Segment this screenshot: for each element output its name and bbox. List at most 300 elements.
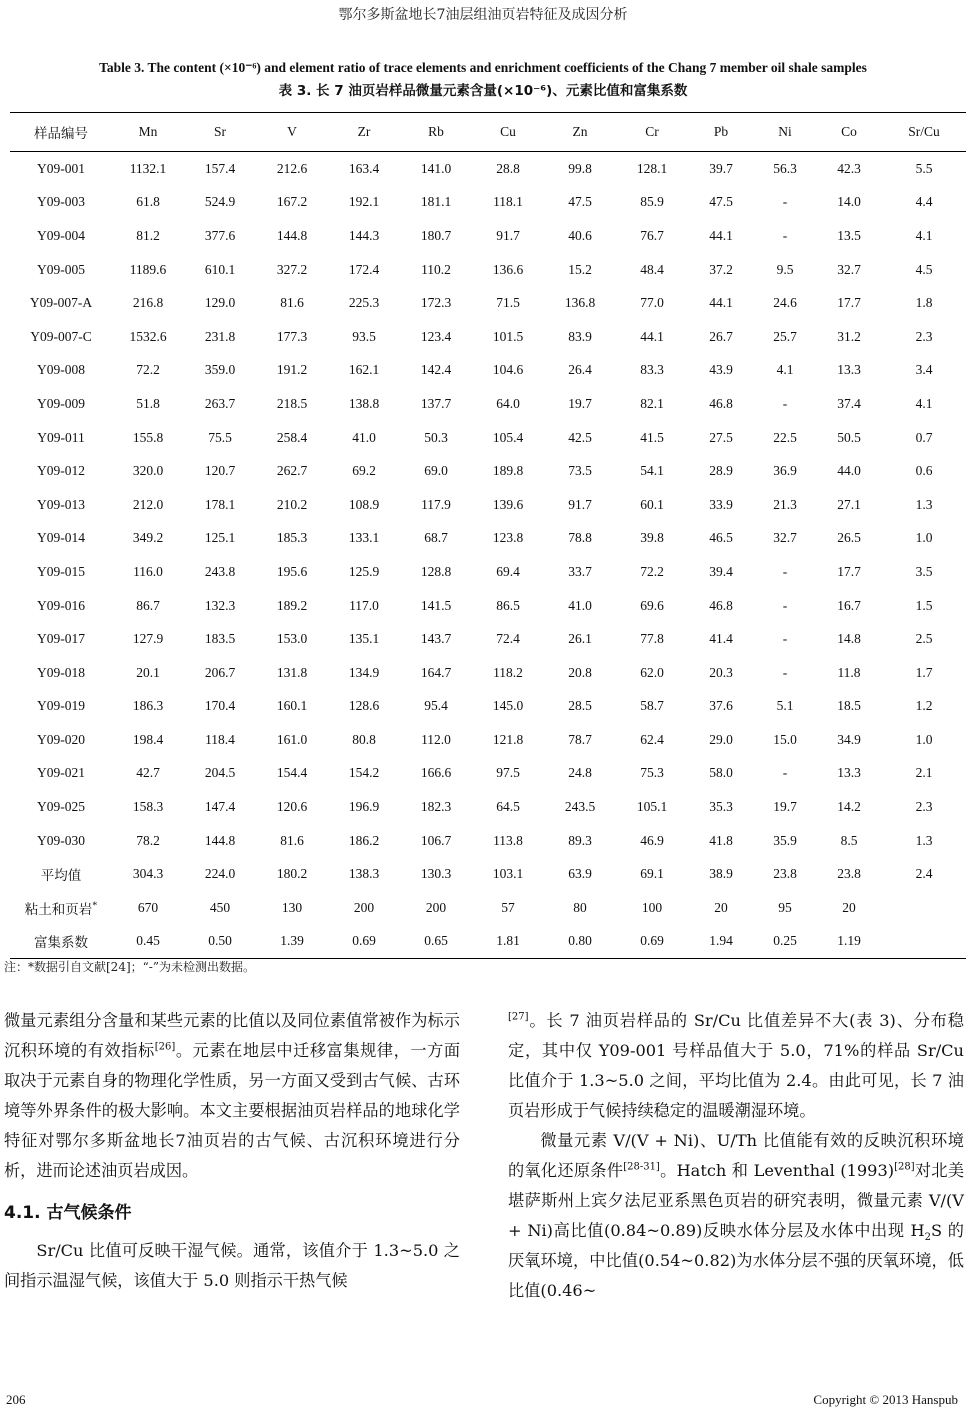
value-cell: 75.5 <box>208 429 232 445</box>
value-cell: 25.7 <box>773 328 797 344</box>
value-cell: 120.6 <box>276 799 308 815</box>
value-cell: 1.8 <box>915 295 933 311</box>
value-cell: 359.0 <box>204 362 236 378</box>
column-header: Mn <box>112 113 184 152</box>
value-cell: 37.2 <box>709 261 733 277</box>
value-cell: 4.1 <box>915 395 933 411</box>
value-cell: 141.5 <box>420 597 452 613</box>
value-cell: 77.0 <box>640 295 664 311</box>
table-row <box>10 186 966 220</box>
row-label-cell: Y09-030 <box>37 832 85 848</box>
value-cell: 163.4 <box>348 160 380 176</box>
sr-cu-paragraph: [27]。长 7 油页岩样品的 Sr/Cu 比值差异不大(表 3)、分布稳定，其中仅 Y09-001 号样品值大于 5.0，71%的样品 Sr/Cu 比值介于 1.3~5.0 之间，平均比值为 2.4。由此可见，长 7 油页岩形成于气候持续稳定的温暖潮湿环境。 <box>508 1011 964 1120</box>
value-cell: 41.5 <box>640 429 664 445</box>
value-cell: 4.1 <box>915 227 933 243</box>
value-cell: 3.4 <box>915 362 933 378</box>
value-cell: 104.6 <box>492 362 524 378</box>
value-cell: 2.3 <box>915 799 933 815</box>
table-row <box>10 354 966 388</box>
value-cell: 262.7 <box>276 463 308 479</box>
column-header: 样品编号 <box>10 113 112 152</box>
value-cell: 8.5 <box>840 832 858 848</box>
value-cell: 41.0 <box>568 597 592 613</box>
value-cell: 15.0 <box>773 731 797 747</box>
value-cell: 178.1 <box>204 496 236 512</box>
value-cell: 39.8 <box>640 530 664 546</box>
value-cell: 81.6 <box>280 295 304 311</box>
value-cell: 100 <box>641 899 663 915</box>
value-cell: 2.4 <box>915 866 933 882</box>
row-label-cell: Y09-007-C <box>30 328 92 344</box>
value-cell: 157.4 <box>204 160 236 176</box>
value-cell: 144.3 <box>348 227 380 243</box>
value-cell: 91.7 <box>496 227 520 243</box>
value-cell: 117.0 <box>349 597 379 613</box>
value-cell: 37.4 <box>837 395 861 411</box>
value-cell: 44.1 <box>709 227 733 243</box>
value-cell: 80.8 <box>352 731 376 747</box>
row-label-cell: Y09-020 <box>37 731 85 747</box>
value-cell: 85.9 <box>640 194 664 210</box>
value-cell: 64.5 <box>496 799 520 815</box>
value-cell: 31.2 <box>837 328 861 344</box>
value-cell: 0.7 <box>915 429 933 445</box>
row-label-cell: Y09-005 <box>37 261 85 277</box>
value-cell: 33.7 <box>568 563 592 579</box>
value-cell: 143.7 <box>420 631 452 647</box>
value-cell: 38.9 <box>709 866 733 882</box>
value-cell: 1.2 <box>915 698 933 714</box>
row-label-cell: 平均值 <box>40 868 82 884</box>
value-cell: 81.2 <box>136 227 160 243</box>
row-label-cell: Y09-017 <box>37 631 85 647</box>
value-cell: 1532.6 <box>129 328 167 344</box>
page-number: 206 <box>6 1392 26 1407</box>
value-cell: 41.0 <box>352 429 376 445</box>
value-cell: 39.4 <box>709 563 733 579</box>
redox-paragraph: 微量元素 V/(V + Ni)、U/Th 比值能有效的反映沉积环境的氧化还原条件[28-31]。Hatch 和 Leventhal (1993)[28]对北美堪萨斯州上宾夕法尼亚系黑色页岩的研究表明，微量元素 V/(V + Ni)高比值(0.84~0.89)反映水体分层及水体中出现 $H_2S$ 的厌氧环境，中比值(0.54~0.82)为水体分层不强的厌氧环境，低比值(0.46~ <box>508 1131 965 1300</box>
value-cell: 13.3 <box>837 362 861 378</box>
value-cell: 204.5 <box>204 765 236 781</box>
value-cell: 610.1 <box>204 261 236 277</box>
row-label-cell: Y09-015 <box>37 563 85 579</box>
value-cell: 42.7 <box>136 765 160 781</box>
value-cell: 41.4 <box>709 631 733 647</box>
value-cell: - <box>782 664 788 680</box>
value-cell: 0.25 <box>754 925 816 959</box>
value-cell: 99.8 <box>568 160 592 176</box>
value-cell: 21.3 <box>773 496 797 512</box>
value-cell: 89.3 <box>568 832 592 848</box>
value-cell: 48.4 <box>640 261 664 277</box>
value-cell: 127.9 <box>132 631 164 647</box>
value-cell: 36.9 <box>773 463 797 479</box>
value-cell: 105.4 <box>492 429 524 445</box>
value-cell: 182.3 <box>420 799 452 815</box>
running-head: 鄂尔多斯盆地长7油层组油页岩特征及成因分析 <box>338 7 628 23</box>
value-cell: 189.8 <box>492 463 524 479</box>
value-cell: 19.7 <box>568 395 592 411</box>
value-cell: 24.6 <box>773 295 797 311</box>
value-cell: 139.6 <box>492 496 524 512</box>
value-cell: 73.5 <box>568 463 592 479</box>
value-cell: 93.5 <box>352 328 376 344</box>
value-cell: 44.1 <box>709 295 733 311</box>
value-cell: 2.5 <box>915 631 933 647</box>
value-cell: - <box>782 631 788 647</box>
value-cell: 172.3 <box>420 295 452 311</box>
value-cell: 23.8 <box>773 866 797 882</box>
value-cell: 75.3 <box>640 765 664 781</box>
value-cell: 123.4 <box>420 328 452 344</box>
table-row <box>10 857 966 891</box>
row-label-cell: Y09-018 <box>37 664 85 680</box>
table-row <box>10 555 966 589</box>
value-cell: 158.3 <box>132 799 164 815</box>
value-cell: 128.8 <box>420 563 452 579</box>
value-cell: 39.7 <box>709 160 733 176</box>
value-cell: 68.7 <box>424 530 448 546</box>
value-cell: 185.3 <box>276 530 308 546</box>
section-heading-4-1: 4.1. 古气候条件 <box>4 1203 132 1223</box>
value-cell: 670 <box>137 899 159 915</box>
value-cell: 76.7 <box>640 227 664 243</box>
value-cell: 172.4 <box>348 261 380 277</box>
value-cell: 129.0 <box>204 295 236 311</box>
value-cell: 57 <box>501 899 515 915</box>
value-cell: 147.4 <box>204 799 236 815</box>
value-cell: 40.6 <box>568 227 592 243</box>
value-cell: 112.0 <box>421 731 451 747</box>
value-cell: - <box>782 395 788 411</box>
value-cell: 120.7 <box>204 463 236 479</box>
value-cell: 142.4 <box>420 362 452 378</box>
value-cell: 95 <box>778 899 792 915</box>
value-cell: 243.8 <box>204 563 236 579</box>
value-cell: 212.0 <box>132 496 164 512</box>
table-row <box>10 320 966 354</box>
value-cell: 69.2 <box>352 463 376 479</box>
value-cell: 47.5 <box>709 194 733 210</box>
row-label-cell: Y09-009 <box>37 395 85 411</box>
column-header: Rb <box>400 113 472 152</box>
value-cell: 14.8 <box>837 631 861 647</box>
row-label-cell: Y09-012 <box>37 463 85 479</box>
value-cell: 349.2 <box>132 530 164 546</box>
value-cell: 118.1 <box>493 194 523 210</box>
table-row <box>10 219 966 253</box>
value-cell: 137.7 <box>420 395 452 411</box>
value-cell: 231.8 <box>204 328 236 344</box>
value-cell: 144.8 <box>276 227 308 243</box>
value-cell: 2.3 <box>915 328 933 344</box>
value-cell: 162.1 <box>348 362 380 378</box>
table-row <box>10 522 966 556</box>
paleoclimate-paragraph: Sr/Cu 比值可反映干湿气候。通常，该值介于 1.3~5.0 之间指示温湿气候，该值大于 5.0 则指示干热气候 <box>4 1241 460 1290</box>
value-cell: 164.7 <box>420 664 452 680</box>
value-cell: 128.6 <box>348 698 380 714</box>
value-cell: 28.8 <box>496 160 520 176</box>
value-cell: 43.9 <box>709 362 733 378</box>
value-cell: 35.3 <box>709 799 733 815</box>
value-cell: 196.9 <box>348 799 380 815</box>
value-cell: 118.4 <box>205 731 235 747</box>
trace-element-table <box>10 112 966 959</box>
value-cell: 206.7 <box>204 664 236 680</box>
value-cell: 1132.1 <box>129 160 167 176</box>
value-cell: 1.39 <box>256 925 328 959</box>
value-cell: 69.1 <box>640 866 664 882</box>
value-cell: 4.4 <box>915 194 933 210</box>
value-cell: 46.5 <box>709 530 733 546</box>
value-cell: 16.7 <box>837 597 861 613</box>
value-cell: 108.9 <box>348 496 380 512</box>
value-cell: 153.0 <box>276 631 308 647</box>
value-cell: 145.0 <box>492 698 524 714</box>
value-cell: 125.1 <box>204 530 236 546</box>
value-cell: 50.3 <box>424 429 448 445</box>
value-cell: 210.2 <box>276 496 308 512</box>
value-cell: 46.8 <box>709 395 733 411</box>
value-cell: 0.45 <box>112 925 184 959</box>
value-cell: 212.6 <box>276 160 308 176</box>
value-cell: 61.8 <box>136 194 160 210</box>
value-cell: 177.3 <box>276 328 308 344</box>
value-cell: 183.5 <box>204 631 236 647</box>
value-cell: 62.4 <box>640 731 664 747</box>
column-header: Co <box>816 113 882 152</box>
row-label-cell: Y09-019 <box>37 698 85 714</box>
value-cell: 189.2 <box>276 597 308 613</box>
value-cell: 0.80 <box>544 925 616 959</box>
row-label-cell: Y09-001 <box>37 160 85 176</box>
value-cell: 123.8 <box>492 530 524 546</box>
value-cell: 131.8 <box>276 664 308 680</box>
value-cell: 1.3 <box>915 832 933 848</box>
value-cell: 14.2 <box>837 799 861 815</box>
column-header: Cu <box>472 113 544 152</box>
value-cell: 121.8 <box>492 731 524 747</box>
column-header: Sr/Cu <box>882 113 966 152</box>
value-cell: 106.7 <box>420 832 452 848</box>
value-cell: - <box>782 563 788 579</box>
value-cell: 51.8 <box>136 395 160 411</box>
value-cell: 0.6 <box>915 463 933 479</box>
value-cell: 64.0 <box>496 395 520 411</box>
value-cell: 37.6 <box>709 698 733 714</box>
value-cell: 58.7 <box>640 698 664 714</box>
value-cell: 320.0 <box>132 463 164 479</box>
value-cell: 18.5 <box>837 698 861 714</box>
value-cell: 77.8 <box>640 631 664 647</box>
value-cell: 78.8 <box>568 530 592 546</box>
value-cell: 20.1 <box>136 664 160 680</box>
value-cell: 27.1 <box>837 496 861 512</box>
value-cell: 4.1 <box>776 362 794 378</box>
value-cell: - <box>782 597 788 613</box>
value-cell: 28.9 <box>709 463 733 479</box>
value-cell: 195.6 <box>276 563 308 579</box>
value-cell: 138.3 <box>348 866 380 882</box>
value-cell: 524.9 <box>204 194 236 210</box>
value-cell: 138.8 <box>348 395 380 411</box>
row-label-cell: Y09-007-A <box>29 295 93 311</box>
value-cell: 130 <box>281 899 303 915</box>
value-cell: 26.1 <box>568 631 592 647</box>
value-cell: 1.94 <box>688 925 754 959</box>
column-header: Cr <box>616 113 688 152</box>
value-cell: 377.6 <box>204 227 236 243</box>
value-cell: 58.0 <box>709 765 733 781</box>
value-cell: 103.1 <box>492 866 524 882</box>
value-cell: 191.2 <box>276 362 308 378</box>
row-label-cell: Y09-003 <box>37 194 85 210</box>
value-cell: 1.7 <box>915 664 933 680</box>
value-cell: 26.5 <box>837 530 861 546</box>
value-cell: 161.0 <box>276 731 308 747</box>
value-cell: 32.7 <box>837 261 861 277</box>
value-cell: 72.4 <box>496 631 520 647</box>
value-cell: 5.1 <box>776 698 794 714</box>
value-cell: 69.4 <box>496 563 520 579</box>
value-cell: 155.8 <box>132 429 164 445</box>
value-cell: 80 <box>573 899 587 915</box>
value-cell: 134.9 <box>348 664 380 680</box>
intro-paragraph: 微量元素组分含量和某些元素的比值以及同位素值常被作为标示沉积环境的有效指标[26]。元素在地层中迁移富集规律，一方面取决于元素自身的物理化学性质，另一方面又受到古气候、古环境等外界条件的极大影响。本文主要根据油页岩样品的地球化学特征对鄂尔多斯盆地长7油页岩的古气候、古沉积环境进行分析，进而论述油页岩成因。 <box>4 1011 461 1180</box>
value-cell: 23.8 <box>837 866 861 882</box>
value-cell: 263.7 <box>204 395 236 411</box>
value-cell: 224.0 <box>204 866 236 882</box>
value-cell: 97.5 <box>496 765 520 781</box>
value-cell: 71.5 <box>496 295 520 311</box>
value-cell: 136.8 <box>564 295 596 311</box>
value-cell: 327.2 <box>276 261 308 277</box>
value-cell: 86.5 <box>496 597 520 613</box>
value-cell: - <box>782 194 788 210</box>
value-cell: 128.1 <box>636 160 668 176</box>
value-cell: 50.5 <box>837 429 861 445</box>
value-cell: 20 <box>842 899 856 915</box>
table-row <box>10 253 966 287</box>
value-cell: 1.81 <box>472 925 544 959</box>
value-cell: 60.1 <box>640 496 664 512</box>
value-cell: 32.7 <box>773 530 797 546</box>
table-row <box>10 925 966 959</box>
value-cell: 72.2 <box>640 563 664 579</box>
value-cell: 105.1 <box>636 799 668 815</box>
row-label-cell: Y09-016 <box>37 597 85 613</box>
value-cell: 4.5 <box>915 261 933 277</box>
column-header: V <box>256 113 328 152</box>
value-cell: 44.1 <box>640 328 664 344</box>
value-cell: 180.7 <box>420 227 452 243</box>
table-caption-zh: 表 3. 长 7 油页岩样品微量元素含量(×10⁻⁶)、元素比值和富集系数 <box>278 83 688 99</box>
value-cell: 113.8 <box>493 832 523 848</box>
value-cell: 83.9 <box>568 328 592 344</box>
value-cell: 170.4 <box>204 698 236 714</box>
value-cell: 26.4 <box>568 362 592 378</box>
column-header: Zr <box>328 113 400 152</box>
row-label-cell: 富集系数 <box>10 925 112 959</box>
value-cell: 9.5 <box>776 261 794 277</box>
value-cell: 1.3 <box>915 496 933 512</box>
value-cell: 186.2 <box>348 832 380 848</box>
value-cell: 1.5 <box>915 597 933 613</box>
table-row <box>10 152 966 186</box>
value-cell: 0.65 <box>400 925 472 959</box>
value-cell: 41.8 <box>709 832 733 848</box>
value-cell: 95.4 <box>424 698 448 714</box>
value-cell: 117.9 <box>421 496 451 512</box>
right-text-column <box>508 1006 964 1306</box>
value-cell: 20.8 <box>568 664 592 680</box>
value-cell: 141.0 <box>420 160 452 176</box>
value-cell: 166.6 <box>420 765 452 781</box>
column-header: Ni <box>754 113 816 152</box>
value-cell: 200 <box>425 899 447 915</box>
column-header: Zn <box>544 113 616 152</box>
row-label-cell: Y09-014 <box>37 530 85 546</box>
value-cell: 20.3 <box>709 664 733 680</box>
value-cell: 167.2 <box>276 194 308 210</box>
row-label-cell: Y09-021 <box>37 765 85 781</box>
table-note: 注：*数据引自文献[24]；“-”为未检测出数据。 <box>4 960 255 974</box>
value-cell: 15.2 <box>568 261 592 277</box>
value-cell: 110.2 <box>421 261 451 277</box>
value-cell: 72.2 <box>136 362 160 378</box>
row-label-cell: Y09-011 <box>37 429 85 445</box>
value-cell: 27.5 <box>709 429 733 445</box>
table-body <box>10 152 966 959</box>
row-label-cell: Y09-008 <box>37 362 85 378</box>
value-cell: 14.0 <box>837 194 861 210</box>
value-cell: 22.5 <box>773 429 797 445</box>
value-cell: 29.0 <box>709 731 733 747</box>
value-cell: 26.7 <box>709 328 733 344</box>
value-cell: 86.7 <box>136 597 160 613</box>
value-cell: 135.1 <box>348 631 380 647</box>
value-cell: 69.0 <box>424 463 448 479</box>
value-cell: 1.0 <box>915 530 933 546</box>
value-cell: 136.6 <box>492 261 524 277</box>
table-row <box>10 454 966 488</box>
table-row <box>10 824 966 858</box>
value-cell: 186.3 <box>132 698 164 714</box>
value-cell: 78.7 <box>568 731 592 747</box>
value-cell <box>882 925 966 959</box>
value-cell: 46.9 <box>640 832 664 848</box>
value-cell: 154.4 <box>276 765 308 781</box>
value-cell <box>882 891 966 925</box>
table-row <box>10 589 966 623</box>
table-row <box>10 723 966 757</box>
value-cell: 0.69 <box>616 925 688 959</box>
value-cell: 180.2 <box>276 866 308 882</box>
row-label-cell: 粘土和页岩* <box>24 900 98 917</box>
value-cell: 81.6 <box>280 832 304 848</box>
value-cell: - <box>782 765 788 781</box>
value-cell: 28.5 <box>568 698 592 714</box>
table-caption-en: Table 3. The content (×10⁻⁶) and element ratio of trace elements and enrichment coefficients of the Chang 7 member oil shale samples <box>99 60 867 75</box>
value-cell: 63.9 <box>568 866 592 882</box>
value-cell: 19.7 <box>773 799 797 815</box>
value-cell: 258.4 <box>276 429 308 445</box>
value-cell: 304.3 <box>132 866 164 882</box>
value-cell: 62.0 <box>640 664 664 680</box>
copyright-notice: Copyright © 2013 Hanspub <box>813 1392 958 1407</box>
table-row <box>10 757 966 791</box>
value-cell: 91.7 <box>568 496 592 512</box>
